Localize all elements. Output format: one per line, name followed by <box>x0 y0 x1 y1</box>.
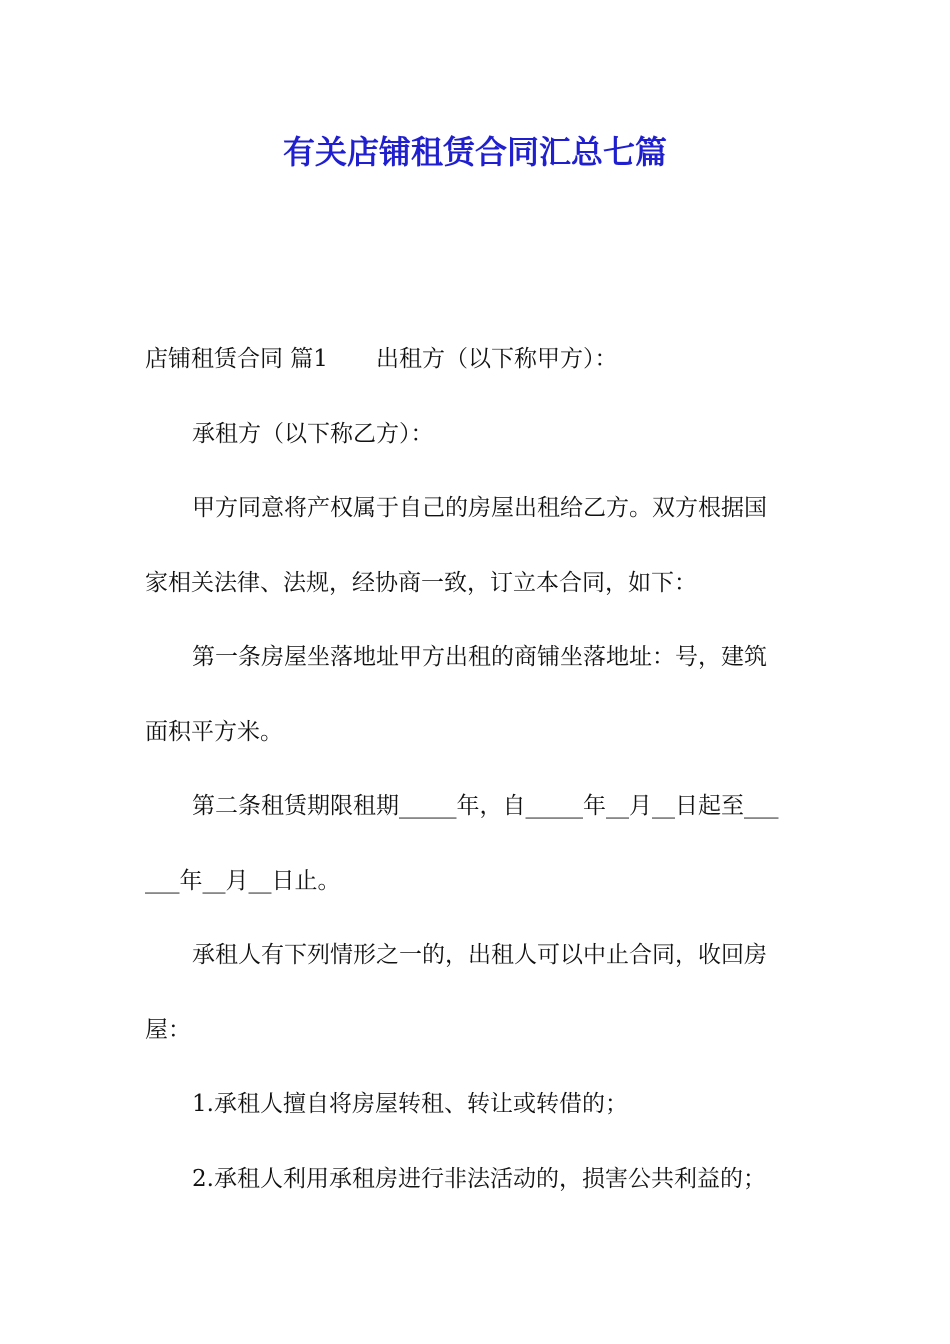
paragraph-line-12: 2.承租人利用承租房进行非法活动的，损害公共利益的； <box>192 1165 766 1192</box>
paragraph-line-1 <box>145 335 805 410</box>
paragraph-line-11: 1.承租人擅自将房屋转租、转让或转借的； <box>192 1091 628 1117</box>
paragraph-line-10: 屋： <box>145 1016 191 1043</box>
document-body <box>145 335 805 1229</box>
paragraph-line-5: 第一条房屋坐落地址甲方出租的商铺坐落地址：号，建筑 <box>192 644 767 670</box>
paragraph-line-6: 面积平方米。 <box>145 718 283 745</box>
document-title: 有关店铺租赁合同汇总七篇 <box>282 133 667 171</box>
paragraph-line-2: 承租方（以下称乙方）： <box>192 420 434 447</box>
paragraph-line-3: 甲方同意将产权属于自己的房屋出租给乙方。双方根据国 <box>192 495 767 521</box>
section-heading: 店铺租赁合同 篇1 <box>145 346 328 372</box>
paragraph-line-8: ___年__月__日止。 <box>145 867 341 894</box>
paragraph-line-7: 第二条租赁期限租期_____年，自_____年__月__日起至___ <box>192 793 779 819</box>
lessor-label: 出租方（以下称甲方）： <box>375 346 618 372</box>
paragraph-line-9: 承租人有下列情形之一的，出租人可以中止合同，收回房 <box>192 942 767 968</box>
paragraph-line-4: 家相关法律、法规，经协商一致，订立本合同，如下： <box>145 569 697 596</box>
